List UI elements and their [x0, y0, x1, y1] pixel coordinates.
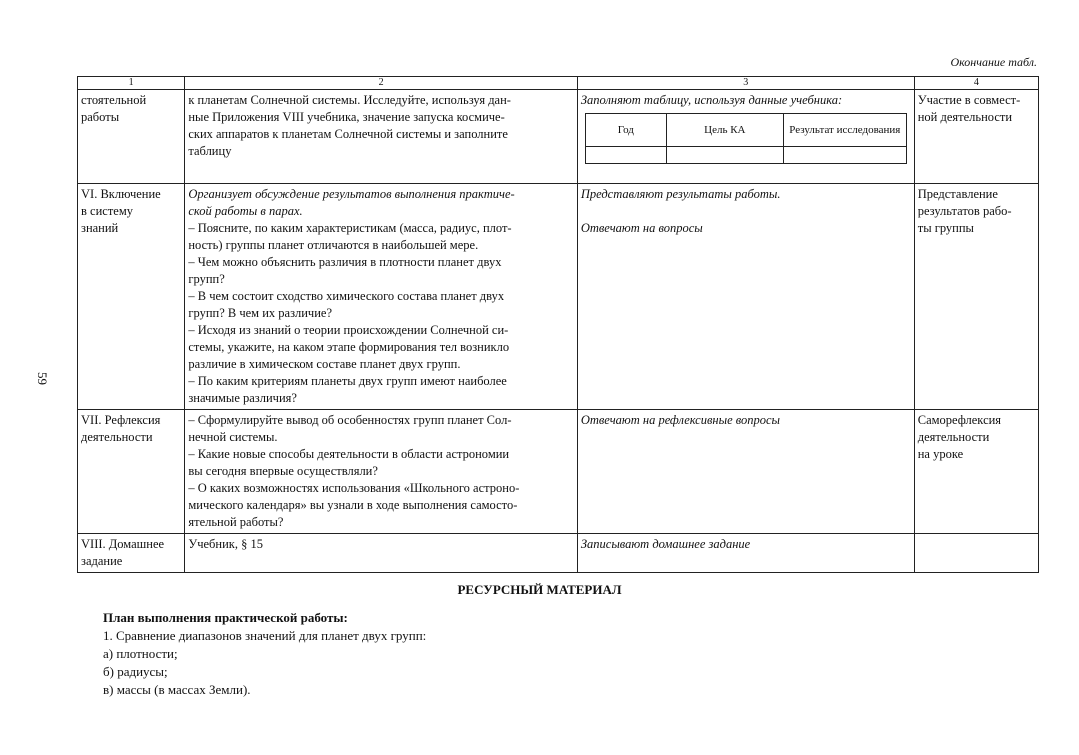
teacher-cell [185, 184, 577, 410]
teacher-cell [185, 534, 577, 573]
text-line: таблицу [188, 144, 232, 158]
plan-line: в) массы (в массах Земли). [103, 682, 251, 697]
text-line: результатов рабо- [917, 204, 1012, 218]
plan-title: План выполнения практической работы: [103, 610, 348, 625]
text-line: – Поясните, по каким характеристикам (масса, радиус, плот- [188, 221, 512, 235]
text-line: стемы, укажите, на каком этапе формирования тел возникло [188, 340, 510, 354]
plan-line: а) плотности; [103, 646, 178, 661]
page-number: 59 [35, 372, 50, 385]
inner-table-header-row [585, 114, 906, 147]
inner-header-cell: Год [585, 114, 666, 147]
inner-cell [783, 147, 906, 164]
text-line: ные Приложения VIII учебника, значение запуска космиче- [188, 110, 505, 124]
text-line: VIII. Домашнее [81, 537, 165, 551]
text-line: – В чем состоит сходство химического состава планет двух [188, 289, 505, 303]
stage-cell [78, 410, 185, 534]
text-line: – По каким критериям планеты двух групп имеют наиболее [188, 374, 507, 388]
text-line: в систему [81, 204, 133, 218]
teacher-cell [185, 90, 577, 184]
text-line: к планетам Солнечной системы. Исследуйте, используя дан- [188, 93, 511, 107]
text-line: Учебник, § 15 [188, 537, 263, 551]
result-cell [914, 184, 1038, 410]
table-row [78, 90, 1039, 184]
text-line: знаний [81, 221, 119, 235]
inner-cell [585, 147, 666, 164]
inner-header-cell: Результат исследования [783, 114, 906, 147]
text-line: Саморефлексия [917, 413, 1002, 427]
header-cell: 1 [78, 77, 185, 90]
text-line: Отвечают на вопросы [580, 221, 703, 235]
text-line: Заполняют таблицу, используя данные учебника: [580, 93, 843, 107]
plan-line: б) радиусы; [103, 664, 168, 679]
lesson-table [77, 76, 1039, 573]
text-line: значимые различия? [188, 391, 297, 405]
text-line: групп? [188, 272, 225, 286]
text-line: – Чем можно объяснить различия в плотности планет двух [188, 255, 502, 269]
plan-section [103, 609, 426, 699]
inner-table-row [585, 147, 906, 164]
text-line: Участие в совмест- [917, 93, 1021, 107]
students-cell [577, 410, 914, 534]
text-line: ты группы [917, 221, 974, 235]
stage-cell [78, 90, 185, 184]
text-line: ятельной работы? [188, 515, 284, 529]
text-line: Записывают домашнее задание [580, 537, 751, 551]
header-cell: 2 [185, 77, 577, 90]
text-line: – Исходя из знаний о теории происхождении Солнечной си- [188, 323, 509, 337]
result-cell [914, 534, 1038, 573]
text-line: ной деятельности [917, 110, 1013, 124]
text-line: Представление [917, 187, 998, 201]
inner-header-cell: Цель КА [666, 114, 783, 147]
text-line: – Какие новые способы деятельности в области астрономии [188, 447, 510, 461]
students-cell [577, 90, 914, 184]
text-line: Организует обсуждение результатов выполнения практиче- [188, 187, 515, 201]
text-line: ность) группы планет отличаются в наибольшей мере. [188, 238, 479, 252]
header-cell: 4 [914, 77, 1038, 90]
text-line: ской работы в парах. [188, 204, 303, 218]
text-line: деятельности [81, 430, 153, 444]
text-line: нечной системы. [188, 430, 278, 444]
header-cell: 3 [577, 77, 914, 90]
text-line: деятельности [917, 430, 990, 444]
students-cell [577, 184, 914, 410]
text-line [581, 203, 911, 220]
text-line: на уроке [917, 447, 964, 461]
text-line: различие в химическом составе планет двух групп. [188, 357, 461, 371]
teacher-cell [185, 410, 577, 534]
text-line: – Сформулируйте вывод об особенностях групп планет Сол- [188, 413, 512, 427]
text-line: работы [81, 110, 120, 124]
table-row [78, 184, 1039, 410]
students-cell [577, 534, 914, 573]
stage-cell [78, 184, 185, 410]
text-line: Представляют результаты работы. [580, 187, 781, 201]
table-header-row [78, 77, 1039, 90]
text-line: вы сегодня впервые осуществляли? [188, 464, 378, 478]
text-line: мического календаря» вы узнали в ходе выполнения самосто- [188, 498, 518, 512]
text-line: задание [81, 554, 123, 568]
stage-cell [78, 534, 185, 573]
text-line: групп? В чем их различие? [188, 306, 333, 320]
text-line: ских аппаратов к планетам Солнечной системы и заполните [188, 127, 508, 141]
result-cell [914, 410, 1038, 534]
inner-table [585, 113, 907, 164]
text-line: VII. Рефлексия [81, 413, 161, 427]
result-cell [914, 90, 1038, 184]
inner-cell [666, 147, 783, 164]
continuation-note: Окончание табл. [950, 55, 1037, 69]
resource-title: РЕСУРСНЫЙ МАТЕРИАЛ [457, 582, 622, 597]
text-line: стоятельной [81, 93, 147, 107]
text-line: – О каких возможностях использования «Школьного астроно- [188, 481, 520, 495]
table-row [78, 534, 1039, 573]
text-line: Отвечают на рефлексивные вопросы [580, 413, 781, 427]
text-line: VI. Включение [81, 187, 161, 201]
plan-line: 1. Сравнение диапазонов значений для планет двух групп: [103, 628, 427, 643]
table-row [78, 410, 1039, 534]
